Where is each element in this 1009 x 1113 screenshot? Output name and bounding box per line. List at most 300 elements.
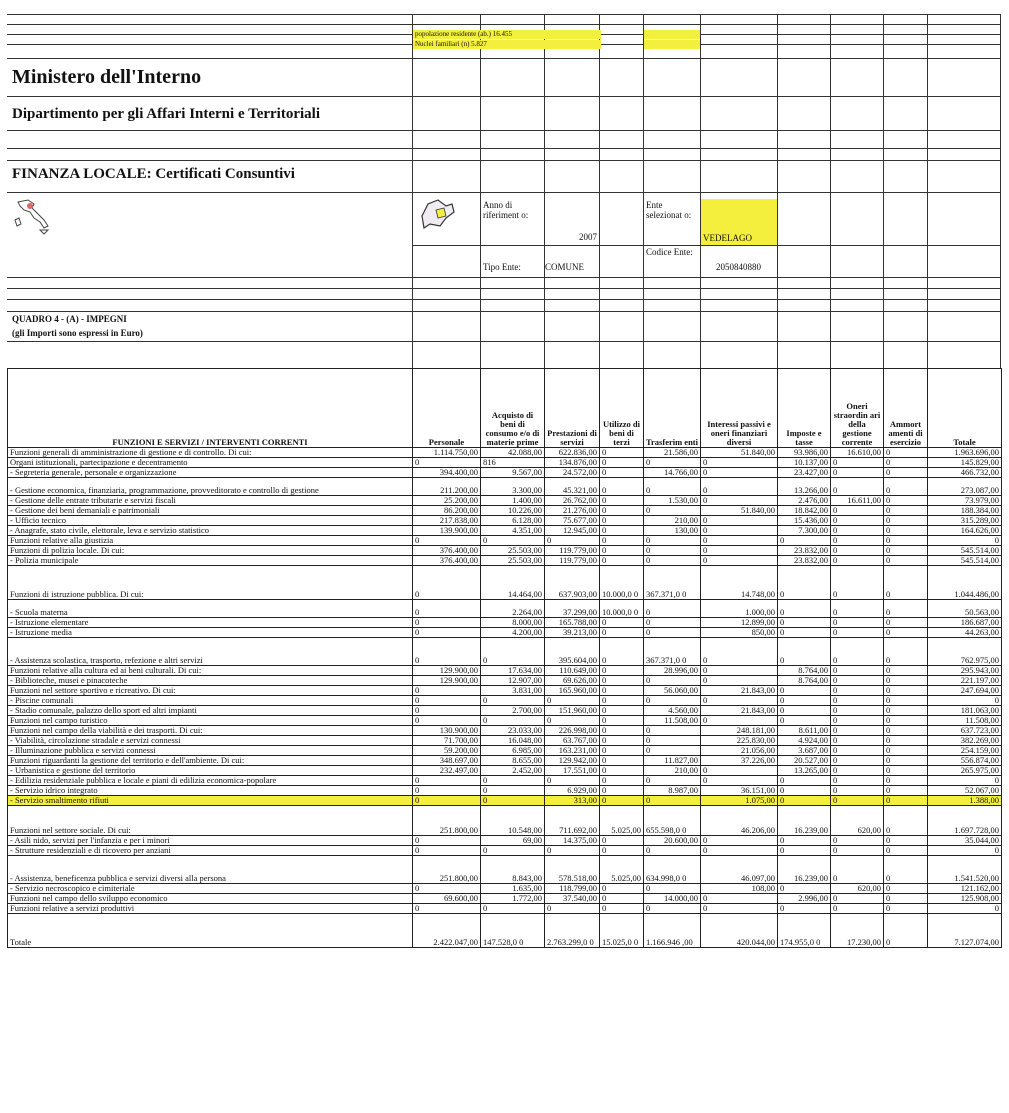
- row-label: - Segreteria generale, personale e organizzazione: [8, 468, 413, 478]
- cell-value: 6.929,00: [545, 786, 600, 796]
- cell-value: 0: [545, 536, 600, 546]
- cell-value: 0: [928, 846, 1002, 856]
- cell-value: 0: [701, 468, 778, 478]
- cell-value: 18.842,00: [778, 506, 831, 516]
- column-header: Trasferim enti: [644, 369, 701, 448]
- cell-value: 12.907,00: [481, 676, 545, 686]
- code-value: 2050840880: [716, 262, 761, 272]
- cell-value: 69,00: [481, 836, 545, 846]
- table-row: [8, 706, 1002, 716]
- cell-value: 0: [413, 836, 481, 846]
- table-row: [8, 716, 1002, 726]
- row-label: - Polizia municipale: [8, 556, 413, 566]
- row-label: Funzioni relative alla giustizia: [8, 536, 413, 546]
- cell-value: 0: [600, 796, 644, 806]
- cell-value: 63.767,00: [545, 736, 600, 746]
- cell-value: 25.503,00: [481, 546, 545, 556]
- cell-value: 0: [778, 836, 831, 846]
- cell-value: 11.508,00: [928, 716, 1002, 726]
- cell-value: 129.942,00: [545, 756, 600, 766]
- row-label: - Ufficio tecnico: [8, 516, 413, 526]
- cell-value: 0: [831, 628, 884, 638]
- table-row: [8, 536, 1002, 546]
- row-label: Funzioni relative a servizi produttivi: [8, 904, 413, 914]
- cell-value: 0: [600, 478, 644, 496]
- cell-value: 93.986,00: [778, 448, 831, 458]
- cell-value: 118.799,00: [545, 884, 600, 894]
- cell-value: 163.231,00: [545, 746, 600, 756]
- cell-value: 9.567,00: [481, 468, 545, 478]
- table-row: [8, 566, 1002, 600]
- cell-value: 13.266,00: [778, 478, 831, 496]
- cell-value: 0: [884, 716, 928, 726]
- year-value: 2007: [579, 232, 597, 242]
- cell-value: 45.321,00: [545, 478, 600, 496]
- table-row: [8, 516, 1002, 526]
- cell-value: 0: [884, 468, 928, 478]
- column-header: Acquisto di beni di consumo e/o di materie prime: [481, 369, 545, 448]
- cell-value: 0: [701, 766, 778, 776]
- cell-value: 0: [831, 746, 884, 756]
- cell-value: 119.779,00: [545, 546, 600, 556]
- cell-value: 0: [831, 638, 884, 666]
- table-body: [8, 448, 1002, 948]
- cell-value: 1.044.486,00: [928, 566, 1002, 600]
- cell-value: 21.056,00: [701, 746, 778, 756]
- table-row: [8, 726, 1002, 736]
- cell-value: 0: [545, 696, 600, 706]
- cell-value: 0: [884, 884, 928, 894]
- row-label: - Anagrafe, stato civile, elettorale, leva e servizio statistico: [8, 526, 413, 536]
- cell-value: 0: [413, 686, 481, 696]
- cell-value: 0: [884, 736, 928, 746]
- row-label: Funzioni nel campo turistico: [8, 716, 413, 726]
- cell-value: 0: [778, 696, 831, 706]
- cell-value: 0: [600, 846, 644, 856]
- cell-value: 0: [884, 628, 928, 638]
- cell-value: 44.263,00: [928, 628, 1002, 638]
- cell-value: 247.694,00: [928, 686, 1002, 696]
- entity-value: VEDELAGO: [703, 233, 752, 243]
- cell-value: 0: [831, 478, 884, 496]
- cell-value: 23.832,00: [778, 546, 831, 556]
- cell-value: 0: [644, 478, 701, 496]
- cell-value: 0: [600, 526, 644, 536]
- cell-value: 8.987,00: [644, 786, 701, 796]
- cell-value: 420.044,00: [701, 914, 778, 948]
- cell-value: 395.604,00: [545, 638, 600, 666]
- cell-value: 56.060,00: [644, 686, 701, 696]
- row-label: Funzioni generali di amministrazione di gestione e di controllo. Di cui:: [8, 448, 413, 458]
- row-label: - Illuminazione pubblica e servizi connessi: [8, 746, 413, 756]
- cell-value: 0: [600, 686, 644, 696]
- cell-value: 52.067,00: [928, 786, 1002, 796]
- cell-value: 0: [644, 506, 701, 516]
- cell-value: 816: [481, 458, 545, 468]
- table-row: [8, 836, 1002, 846]
- row-label: - Gestione economica, finanziaria, programmazione, provveditorato e controllo di gestione: [8, 478, 413, 496]
- cell-value: 46.097,00: [701, 856, 778, 884]
- cell-value: 0: [701, 716, 778, 726]
- cell-value: 0: [701, 546, 778, 556]
- cell-value: 1.541.520,00: [928, 856, 1002, 884]
- cell-value: 0: [644, 546, 701, 556]
- cell-value: 217.838,00: [413, 516, 481, 526]
- cell-value: 0: [778, 566, 831, 600]
- cell-value: 134.876,00: [545, 458, 600, 468]
- cell-value: 0: [884, 618, 928, 628]
- cell-value: 4.924,00: [778, 736, 831, 746]
- cell-value: 0: [600, 884, 644, 894]
- column-header: Utilizzo di beni di terzi: [600, 369, 644, 448]
- cell-value: 129.900,00: [413, 666, 481, 676]
- cell-value: 0: [831, 468, 884, 478]
- cell-value: 8.764,00: [778, 666, 831, 676]
- cell-value: 0: [600, 468, 644, 478]
- cell-value: 0: [831, 716, 884, 726]
- cell-value: 637.723,00: [928, 726, 1002, 736]
- cell-value: 0: [884, 914, 928, 948]
- cell-value: 2.264,00: [481, 600, 545, 618]
- cell-value: 16.048,00: [481, 736, 545, 746]
- cell-value: 10.548,00: [481, 806, 545, 836]
- cell-value: 0: [831, 736, 884, 746]
- cell-value: 0: [481, 536, 545, 546]
- year-label: Anno di riferiment o:: [483, 200, 529, 220]
- table-row: [8, 458, 1002, 468]
- cell-value: 75.677,00: [545, 516, 600, 526]
- table-row: [8, 904, 1002, 914]
- cell-value: 0: [600, 496, 644, 506]
- cell-value: 0: [600, 706, 644, 716]
- cell-value: 0: [884, 846, 928, 856]
- families-cell: Nuclei familiari (n) 5.827: [413, 40, 601, 49]
- cell-value: 125.908,00: [928, 894, 1002, 904]
- entity-label: Ente selezionat o:: [646, 200, 692, 220]
- cell-value: 0: [778, 846, 831, 856]
- cell-value: 0: [701, 696, 778, 706]
- cell-value: 0: [600, 676, 644, 686]
- cell-value: 0: [701, 478, 778, 496]
- table-row: [8, 786, 1002, 796]
- table-header-row: [8, 369, 1002, 448]
- cell-value: 0: [644, 556, 701, 566]
- cell-value: 2.476,00: [778, 496, 831, 506]
- cell-value: 4.351,00: [481, 526, 545, 536]
- cell-value: 0: [884, 638, 928, 666]
- table-row: [8, 666, 1002, 676]
- cell-value: 0: [778, 536, 831, 546]
- cell-value: 0: [481, 716, 545, 726]
- cell-value: 0: [884, 566, 928, 600]
- cell-value: 0: [701, 836, 778, 846]
- cell-value: 0: [600, 546, 644, 556]
- row-label: - Servizio necroscopico e cimiteriale: [8, 884, 413, 894]
- row-label: Funzioni relative alla cultura ed ai beni culturali. Di cui:: [8, 666, 413, 676]
- cell-value: 24.572,00: [545, 468, 600, 478]
- row-label: Funzioni nel campo della viabilità e dei trasporti. Di cui:: [8, 726, 413, 736]
- cell-value: 0: [831, 686, 884, 696]
- cell-value: 232.497,00: [413, 766, 481, 776]
- cell-value: 376.400,00: [413, 546, 481, 556]
- cell-value: 23.832,00: [778, 556, 831, 566]
- cell-value: 382.269,00: [928, 736, 1002, 746]
- cell-value: 0: [644, 884, 701, 894]
- cell-value: 0: [884, 706, 928, 716]
- row-label: - Strutture residenziali e di ricovero per anziani: [8, 846, 413, 856]
- cell-value: 130,00: [644, 526, 701, 536]
- type-label: Tipo Ente:: [483, 262, 521, 272]
- cell-value: 0: [413, 696, 481, 706]
- cell-value: 0: [701, 846, 778, 856]
- table-row: [8, 776, 1002, 786]
- italy-map-icon: [10, 196, 60, 236]
- cell-value: 121.162,00: [928, 884, 1002, 894]
- row-label: - Stadio comunale, palazzo dello sport ed altri impianti: [8, 706, 413, 716]
- cell-value: 0: [644, 600, 701, 618]
- cell-value: 0: [831, 836, 884, 846]
- cell-value: 145.829,00: [928, 458, 1002, 468]
- cell-value: 17.551,00: [545, 766, 600, 776]
- cell-value: 73.979,00: [928, 496, 1002, 506]
- table-row: [8, 676, 1002, 686]
- quadro-title: QUADRO 4 - (A) - IMPEGNI: [12, 314, 127, 324]
- cell-value: 3.831,00: [481, 686, 545, 696]
- cell-value: 0: [644, 796, 701, 806]
- cell-value: 37.540,00: [545, 894, 600, 904]
- cell-value: 129.900,00: [413, 676, 481, 686]
- cell-value: 0: [600, 894, 644, 904]
- cell-value: 10.000,0 0: [600, 600, 644, 618]
- cell-value: 10.000,0 0: [600, 566, 644, 600]
- amounts-note: (gli Importi sono espressi in Euro): [12, 328, 143, 338]
- cell-value: 0: [884, 696, 928, 706]
- cell-value: 0: [778, 716, 831, 726]
- table-row: [8, 478, 1002, 496]
- cell-value: 0: [600, 746, 644, 756]
- cell-value: 0: [413, 536, 481, 546]
- cell-value: 0: [644, 458, 701, 468]
- table-row: [8, 846, 1002, 856]
- cell-value: 0: [778, 686, 831, 696]
- cell-value: 14.748,00: [701, 566, 778, 600]
- cell-value: 315.289,00: [928, 516, 1002, 526]
- families-highlight: [644, 40, 700, 49]
- cell-value: 0: [413, 566, 481, 600]
- table-row: [8, 884, 1002, 894]
- cell-value: 0: [884, 600, 928, 618]
- cell-value: 0: [884, 904, 928, 914]
- cell-value: 0: [831, 796, 884, 806]
- cell-value: 37.299,00: [545, 600, 600, 618]
- cell-value: 174.955,0 0: [778, 914, 831, 948]
- cell-value: 0: [831, 726, 884, 736]
- cell-value: 0: [481, 696, 545, 706]
- cell-value: 0: [831, 600, 884, 618]
- table-row: [8, 556, 1002, 566]
- cell-value: 254.159,00: [928, 746, 1002, 756]
- cell-value: 0: [831, 904, 884, 914]
- cell-value: 0: [413, 904, 481, 914]
- cell-value: 39.213,00: [545, 628, 600, 638]
- row-label: - Scuola materna: [8, 600, 413, 618]
- cell-value: 0: [831, 516, 884, 526]
- cell-value: 3.300,00: [481, 478, 545, 496]
- cell-value: 0: [701, 676, 778, 686]
- cell-value: 8.611,00: [778, 726, 831, 736]
- cell-value: 2.452,00: [481, 766, 545, 776]
- cell-value: 0: [831, 458, 884, 468]
- cell-value: 16.610,00: [831, 448, 884, 458]
- cell-value: 0: [831, 506, 884, 516]
- cell-value: 36.151,00: [701, 786, 778, 796]
- cell-value: 20.527,00: [778, 756, 831, 766]
- cell-value: 0: [831, 696, 884, 706]
- cell-value: 0: [413, 716, 481, 726]
- cell-value: 14.375,00: [545, 836, 600, 846]
- cell-value: 0: [600, 696, 644, 706]
- row-label: - Servizio smaltimento rifiuti: [8, 796, 413, 806]
- cell-value: 0: [413, 884, 481, 894]
- cell-value: 21.843,00: [701, 686, 778, 696]
- cell-value: 762.975,00: [928, 638, 1002, 666]
- cell-value: 0: [600, 618, 644, 628]
- type-value: COMUNE: [545, 262, 585, 272]
- row-label: - Edilizia residenziale pubblica e locale e piani di edilizia economica-popolare: [8, 776, 413, 786]
- ministry-title: Ministero dell'Interno: [12, 66, 202, 88]
- cell-value: 8.843,00: [481, 856, 545, 884]
- table-row: [8, 600, 1002, 618]
- cell-value: 25.503,00: [481, 556, 545, 566]
- cell-value: 16.239,00: [778, 856, 831, 884]
- cell-value: 0: [831, 856, 884, 884]
- table-row: [8, 806, 1002, 836]
- cell-value: 108,00: [701, 884, 778, 894]
- column-header: Imposte e tasse: [778, 369, 831, 448]
- cell-value: 0: [928, 904, 1002, 914]
- cell-value: 1.166.946 ,00: [644, 914, 701, 948]
- impegni-table: [7, 368, 1002, 948]
- cell-value: 0: [701, 904, 778, 914]
- cell-value: 2.700,00: [481, 706, 545, 716]
- cell-value: 0: [884, 836, 928, 846]
- cell-value: 0: [600, 666, 644, 676]
- cell-value: 0: [884, 536, 928, 546]
- cell-value: 637.903,00: [545, 566, 600, 600]
- cell-value: 1.388,00: [928, 796, 1002, 806]
- cell-value: 0: [884, 448, 928, 458]
- row-label: - Gestione delle entrate tributarie e servizi fiscali: [8, 496, 413, 506]
- cell-value: 0: [831, 894, 884, 904]
- cell-value: 14.766,00: [644, 468, 701, 478]
- column-header: Prestazioni di servizi: [545, 369, 600, 448]
- cell-value: 295.943,00: [928, 666, 1002, 676]
- cell-value: 0: [701, 666, 778, 676]
- cell-value: 0: [481, 796, 545, 806]
- cell-value: 0: [928, 536, 1002, 546]
- cell-value: 0: [413, 776, 481, 786]
- cell-value: 0: [701, 516, 778, 526]
- cell-value: 0: [701, 458, 778, 468]
- cell-value: 6.128,00: [481, 516, 545, 526]
- cell-value: 0: [778, 884, 831, 894]
- cell-value: 0: [600, 716, 644, 726]
- table-row: [8, 628, 1002, 638]
- cell-value: 0: [884, 506, 928, 516]
- cell-value: 0: [884, 766, 928, 776]
- cell-value: 50.563,00: [928, 600, 1002, 618]
- cell-value: 545.514,00: [928, 556, 1002, 566]
- cell-value: 7.300,00: [778, 526, 831, 536]
- cell-value: 0: [481, 638, 545, 666]
- cell-value: 367.371,0 0: [644, 566, 701, 600]
- cell-value: 165.960,00: [545, 686, 600, 696]
- cell-value: 12.945,00: [545, 526, 600, 536]
- cell-value: 5.025,00: [600, 856, 644, 884]
- cell-value: 0: [545, 776, 600, 786]
- cell-value: 210,00: [644, 766, 701, 776]
- cell-value: 69.626,00: [545, 676, 600, 686]
- cell-value: 0: [884, 676, 928, 686]
- row-label: Funzioni di istruzione pubblica. Di cui:: [8, 566, 413, 600]
- cell-value: 130.900,00: [413, 726, 481, 736]
- cell-value: 0: [831, 526, 884, 536]
- cell-value: 13.265,00: [778, 766, 831, 776]
- cell-value: 0: [884, 546, 928, 556]
- cell-value: 0: [600, 638, 644, 666]
- cell-value: 0: [928, 776, 1002, 786]
- cell-value: 0: [644, 736, 701, 746]
- cell-value: 622.836,00: [545, 448, 600, 458]
- row-label: Totale: [8, 914, 413, 948]
- cell-value: 0: [481, 846, 545, 856]
- cell-value: 2.996,00: [778, 894, 831, 904]
- table-row: [8, 468, 1002, 478]
- table-row: [8, 686, 1002, 696]
- cell-value: 188.384,00: [928, 506, 1002, 516]
- column-header: Personale: [413, 369, 481, 448]
- cell-value: 1.772,00: [481, 894, 545, 904]
- cell-value: 0: [884, 894, 928, 904]
- cell-value: 0: [831, 536, 884, 546]
- cell-value: 655.598,0 0: [644, 806, 701, 836]
- row-label: - Assistenza, beneficenza pubblica e servizi diversi alla persona: [8, 856, 413, 884]
- cell-value: 21.276,00: [545, 506, 600, 516]
- cell-value: 0: [644, 676, 701, 686]
- cell-value: 0: [831, 566, 884, 600]
- row-label: - Assistenza scolastica, trasporto, refezione e altri servizi: [8, 638, 413, 666]
- cell-value: 0: [600, 786, 644, 796]
- cell-value: 17.634,00: [481, 666, 545, 676]
- cell-value: 0: [644, 776, 701, 786]
- cell-value: 0: [831, 846, 884, 856]
- cell-value: 0: [884, 796, 928, 806]
- cell-value: 23.033,00: [481, 726, 545, 736]
- cell-value: 0: [778, 600, 831, 618]
- cell-value: 0: [413, 600, 481, 618]
- cell-value: 0: [884, 458, 928, 468]
- cell-value: 10.226,00: [481, 506, 545, 516]
- cell-value: 0: [701, 556, 778, 566]
- cell-value: 0: [884, 526, 928, 536]
- cell-value: 0: [413, 846, 481, 856]
- cell-value: 0: [884, 756, 928, 766]
- cell-value: 0: [778, 786, 831, 796]
- cell-value: 0: [600, 766, 644, 776]
- cell-value: 0: [545, 846, 600, 856]
- department-title: Dipartimento per gli Affari Interni e Territoriali: [12, 106, 321, 122]
- cell-value: 1.635,00: [481, 884, 545, 894]
